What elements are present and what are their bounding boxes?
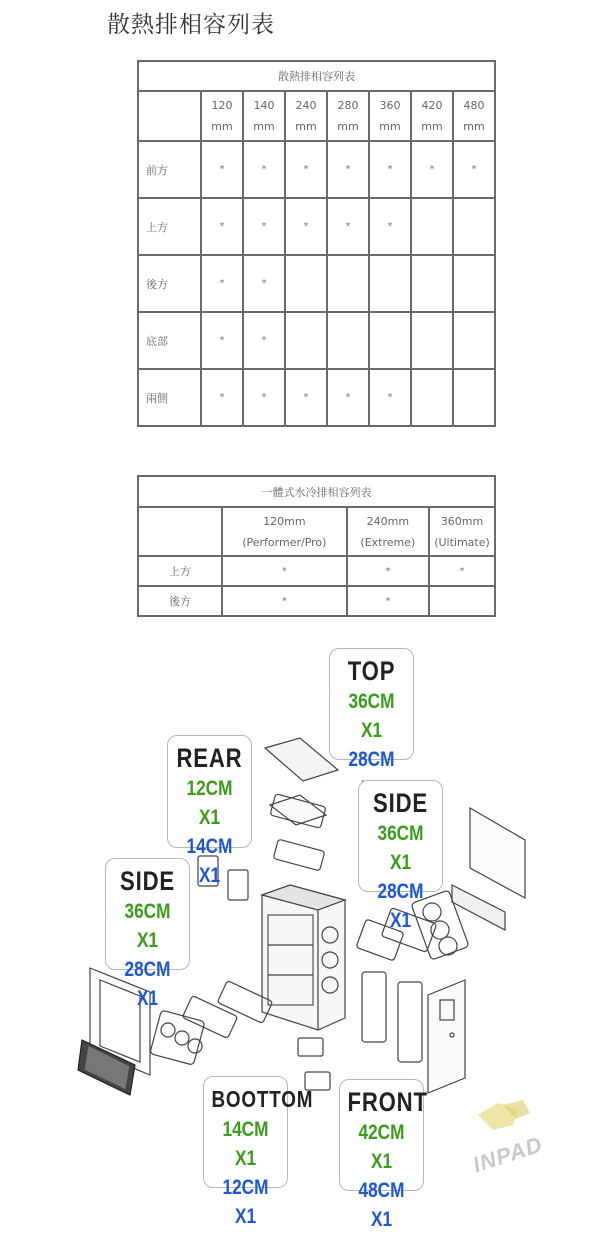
rear-label-blue: 14CM X1 <box>186 835 233 887</box>
table-cell: * <box>411 141 453 198</box>
table-cell: * <box>285 141 327 198</box>
rear-label-green: 12CM X1 <box>186 777 233 829</box>
table-row <box>138 586 495 616</box>
column-header <box>285 91 327 141</box>
table-cell <box>453 369 495 426</box>
table-cell: * <box>285 369 327 426</box>
side-right-label-blue: 28CM X1 <box>377 880 424 932</box>
column-header <box>222 507 347 556</box>
bottom-label-title: BOOTTOM <box>211 1086 314 1112</box>
table-cell: * <box>201 198 243 255</box>
top-label-box <box>329 648 414 771</box>
table-caption: 一體式水冷排相容列表 <box>138 476 495 507</box>
column-note: (Performer/Pro) <box>242 535 327 549</box>
row-label: 兩側 <box>138 369 201 426</box>
header-blank-cell <box>138 507 222 556</box>
column-size: 120 <box>211 99 233 112</box>
table-cell: * <box>369 198 411 255</box>
front-label-green: 42CM X1 <box>358 1121 405 1173</box>
side-left-label-green: 36CM X1 <box>124 900 171 952</box>
row-label: 底部 <box>138 312 201 369</box>
left-side-fan-part <box>150 1010 205 1065</box>
table-cell: * <box>243 141 285 198</box>
table-cell: * <box>243 312 285 369</box>
front-panel-part <box>428 980 465 1093</box>
table-cell <box>453 198 495 255</box>
radiator-compat-table <box>137 60 496 427</box>
front-radiator-part <box>362 972 422 1062</box>
table-cell <box>369 312 411 369</box>
table-cell: * <box>429 556 495 586</box>
column-size: 480 <box>463 99 485 112</box>
front-label-box <box>339 1079 428 1231</box>
column-unit: mm <box>463 120 485 133</box>
table-cell: * <box>243 255 285 312</box>
bottom-label-blue: 12CM X1 <box>222 1176 269 1228</box>
column-size: 360 <box>379 99 401 112</box>
side-left-label-box <box>105 858 190 1010</box>
table-cell: * <box>327 198 369 255</box>
table-row <box>138 556 495 586</box>
table-cell: * <box>201 312 243 369</box>
table-caption: 散熱排相容列表 <box>138 61 495 91</box>
aio-compat-table <box>137 475 496 617</box>
table-cell: * <box>201 255 243 312</box>
column-size: 420 <box>421 99 443 112</box>
side-right-label-green: 36CM X1 <box>377 822 424 874</box>
column-size: 240mm <box>366 514 410 528</box>
table-cell: * <box>347 586 429 616</box>
bottom-label-box <box>203 1076 314 1228</box>
column-note: (Ultimate) <box>434 535 490 549</box>
table-cell: * <box>222 586 347 616</box>
right-side-panel-part <box>452 808 525 930</box>
table-cell <box>285 255 327 312</box>
column-header <box>411 91 453 141</box>
table-cell: * <box>201 141 243 198</box>
row-label: 後方 <box>138 586 222 616</box>
bottom-label-green: 14CM X1 <box>222 1118 269 1170</box>
front-label-title: FRONT <box>347 1087 428 1117</box>
table-cell: * <box>369 369 411 426</box>
top-label-green: 36CM X1 <box>348 690 395 742</box>
table-cell <box>327 255 369 312</box>
column-unit: mm <box>421 120 443 133</box>
table-cell: * <box>222 556 347 586</box>
row-label: 後方 <box>138 255 201 312</box>
column-header <box>369 91 411 141</box>
rear-label-title: REAR <box>176 743 243 773</box>
table-cell <box>327 312 369 369</box>
column-header <box>429 507 495 556</box>
header-blank-cell <box>138 91 201 141</box>
table-cell: * <box>243 369 285 426</box>
row-label: 上方 <box>138 198 201 255</box>
row-label: 前方 <box>138 141 201 198</box>
table-cell <box>453 312 495 369</box>
table-cell <box>453 255 495 312</box>
table-cell <box>369 255 411 312</box>
table-cell <box>411 369 453 426</box>
column-size: 360mm <box>440 514 484 528</box>
column-header <box>243 91 285 141</box>
table-row <box>138 369 495 426</box>
top-panel-part <box>265 738 338 781</box>
inpad-watermark: INPAD <box>469 1131 546 1178</box>
case-body-part <box>262 885 345 1030</box>
table-row <box>138 198 495 255</box>
page-title: 散熱排相容列表 <box>107 12 275 38</box>
side-right-label-box <box>358 780 443 932</box>
side-right-label-title: SIDE <box>373 788 428 818</box>
side-left-label-title: SIDE <box>120 866 175 896</box>
column-note: (Extreme) <box>360 535 416 549</box>
table-cell: * <box>327 141 369 198</box>
column-unit: mm <box>211 120 233 133</box>
column-header <box>327 91 369 141</box>
table-cell <box>285 312 327 369</box>
column-header <box>201 91 243 141</box>
column-unit: mm <box>379 120 401 133</box>
row-label: 上方 <box>138 556 222 586</box>
table-cell: * <box>201 369 243 426</box>
column-header <box>347 507 429 556</box>
table-row <box>138 312 495 369</box>
side-left-label-blue: 28CM X1 <box>124 958 171 1010</box>
table-row <box>138 255 495 312</box>
top-label-title: TOP <box>347 656 396 686</box>
column-size: 140 <box>253 99 275 112</box>
column-unit: mm <box>337 120 359 133</box>
bottom-fan-part <box>298 1038 330 1090</box>
rear-label-box <box>167 735 252 887</box>
column-size: 120mm <box>263 514 306 528</box>
table-cell <box>411 255 453 312</box>
left-radiator-part <box>182 981 272 1039</box>
front-label-blue: 48CM X1 <box>358 1179 405 1231</box>
table-cell <box>411 198 453 255</box>
table-cell: * <box>327 369 369 426</box>
table-cell: * <box>369 141 411 198</box>
column-size: 240 <box>295 99 317 112</box>
top-radiator-part <box>270 794 326 871</box>
column-unit: mm <box>253 120 275 133</box>
table-row <box>138 141 495 198</box>
table-cell: * <box>243 198 285 255</box>
table-cell: * <box>347 556 429 586</box>
column-size: 280 <box>337 99 359 112</box>
column-unit: mm <box>295 120 317 133</box>
table-cell: * <box>285 198 327 255</box>
column-header <box>453 91 495 141</box>
top-label-blue: 28CM <box>348 748 395 771</box>
table-cell <box>429 586 495 616</box>
table-cell <box>411 312 453 369</box>
table-cell: * <box>453 141 495 198</box>
